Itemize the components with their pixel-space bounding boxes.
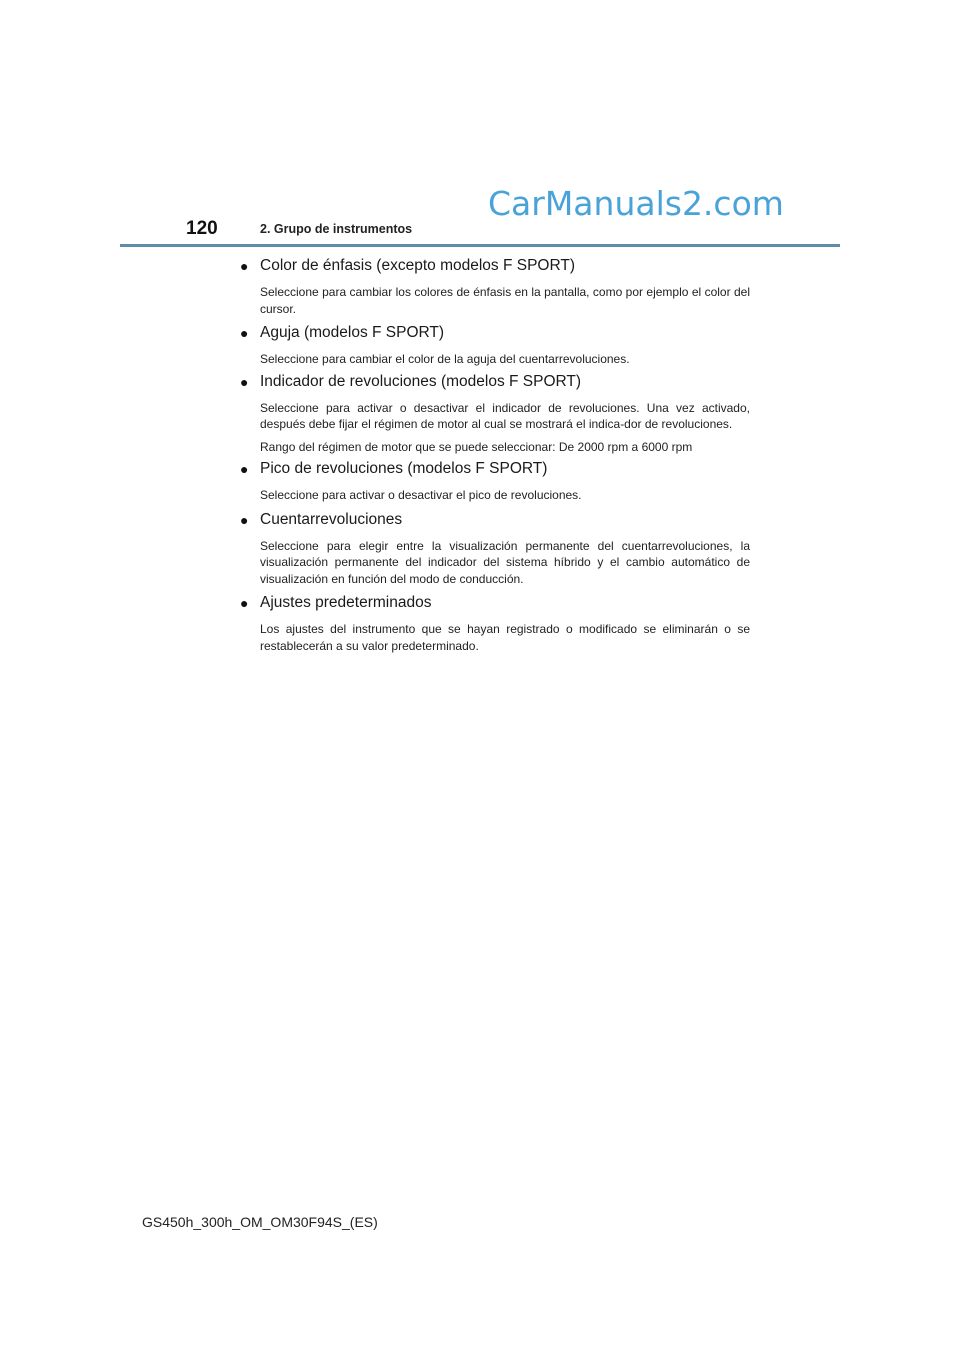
bullet-icon: ● xyxy=(240,461,249,477)
item-heading xyxy=(240,256,750,276)
item-heading-text: Cuentarrevoluciones xyxy=(260,510,403,528)
item-paragraph: Los ajustes del instrumento que se hayan registrado o modificado se eliminarán o se restablecerán a su valor predeterminado. xyxy=(260,622,750,653)
page-number: 120 xyxy=(186,218,218,239)
item-heading-text: Pico de revoluciones (modelos F SPORT) xyxy=(260,460,548,477)
item-body xyxy=(260,351,750,368)
section-title: 2. Grupo de instrumentos xyxy=(260,222,413,236)
item-paragraph: Seleccione para cambiar los colores de énfasis en la pantalla, como por ejemplo el color del cursor. xyxy=(260,285,750,316)
bullet-icon: ● xyxy=(240,373,249,390)
list-item xyxy=(240,372,750,456)
bullet-icon: ● xyxy=(240,595,249,611)
item-body xyxy=(260,284,750,317)
document-code: GS450h_300h_OM_OM30F94S_(ES) xyxy=(142,1214,378,1230)
list-item xyxy=(240,256,750,317)
list-item xyxy=(240,323,750,368)
item-paragraph: Seleccione para activar o desactivar el indicador de revoluciones. Una vez activado, después debe fijar el régimen de motor al cual se mostrará el indica-dor de revoluciones. xyxy=(260,400,750,431)
list-item xyxy=(240,510,750,588)
item-paragraph: Seleccione para elegir entre la visualización permanente del cuentarrevoluciones, la visualización permanente del indicador del sistema híbrido y el cambio automático de visualización en función del modo de conducción. xyxy=(260,538,750,586)
item-heading xyxy=(240,372,750,392)
item-paragraph: Rango del régimen de motor que se puede seleccionar: De 2000 rpm a 6000 rpm xyxy=(260,439,693,454)
item-body xyxy=(260,538,750,588)
item-paragraph: Seleccione para activar o desactivar el pico de revoluciones. xyxy=(260,488,582,502)
bullet-icon: ● xyxy=(240,325,249,341)
item-heading xyxy=(240,510,750,530)
item-body xyxy=(260,621,750,654)
list-item xyxy=(240,593,750,654)
item-heading-text: Color de énfasis (excepto modelos F SPORT) xyxy=(260,257,576,274)
item-heading xyxy=(240,459,750,479)
item-paragraph: Seleccione para cambiar el color de la aguja del cuentarrevoluciones. xyxy=(260,352,630,366)
item-heading-text: Ajustes predeterminados xyxy=(260,594,432,611)
bullet-icon: ● xyxy=(240,511,249,528)
watermark-logo[interactable]: CarManuals2.com xyxy=(488,184,784,223)
bullet-icon: ● xyxy=(240,258,249,274)
header-rule xyxy=(120,244,840,247)
item-body xyxy=(260,487,750,504)
content-list xyxy=(240,256,750,654)
item-heading xyxy=(240,323,750,343)
item-body xyxy=(260,400,750,456)
item-heading xyxy=(240,593,750,613)
item-heading-text: Aguja (modelos F SPORT) xyxy=(260,324,445,341)
list-item xyxy=(240,459,750,504)
item-heading-text: Indicador de revoluciones (modelos F SPORT) xyxy=(260,372,582,390)
